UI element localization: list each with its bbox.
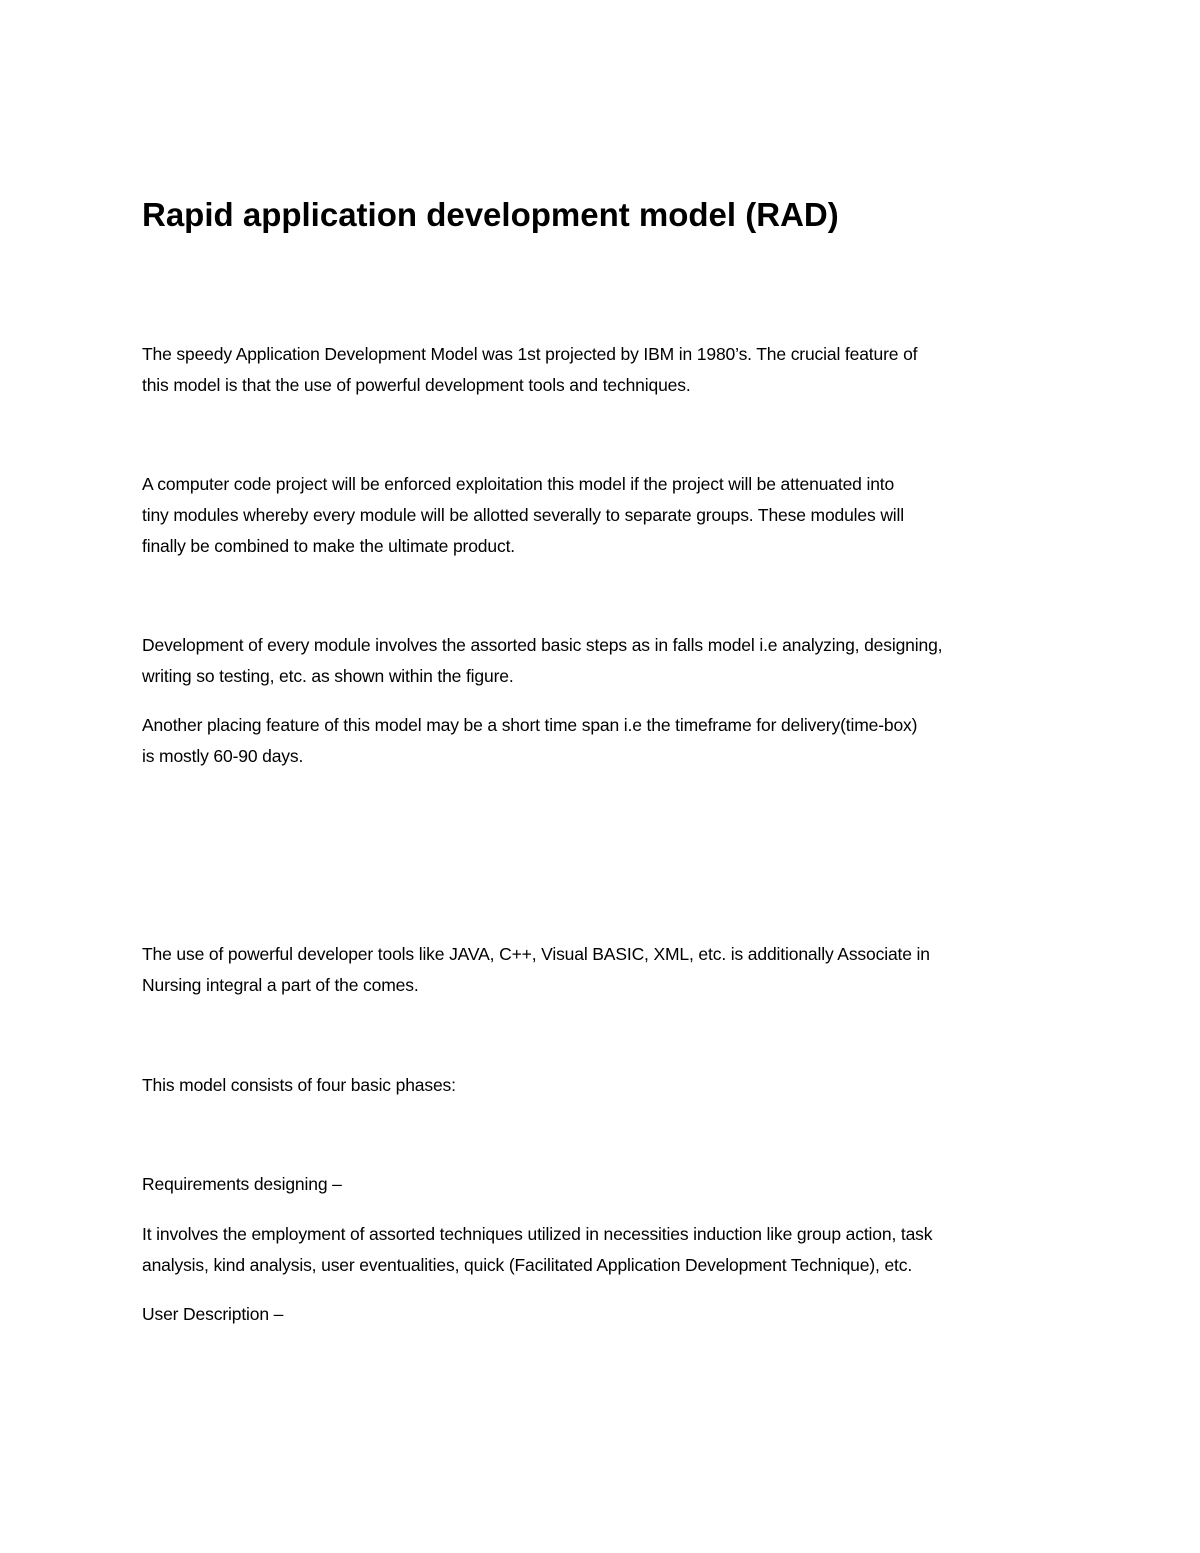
heading-user-description: User Description – — [142, 1304, 284, 1324]
paragraph-techniques: It involves the employment of assorted techniques utilized in necessities induction like group action, task analysis, kind analysis, user eventualities, quick (Facilitated Application Development Technique), etc. — [142, 1224, 933, 1275]
paragraph-ibm-origin: The speedy Application Development Model was 1st projected by IBM in 1980’s. The crucial feature of this model is that the use of powerful development tools and techniques. — [142, 344, 918, 395]
page-title: Rapid application development model (RAD) — [142, 196, 839, 233]
paragraph-module-steps: Development of every module involves the assorted basic steps as in falls model i.e analyzing, designing, writing so testing, etc. as shown within the figure. — [142, 635, 943, 686]
paragraph-developer-tools: The use of powerful developer tools like JAVA, C++, Visual BASIC, XML, etc. is additionally Associate in Nursing integral a part of the comes. — [142, 944, 930, 995]
paragraph-four-phases: This model consists of four basic phases: — [142, 1075, 456, 1095]
paragraph-timebox: Another placing feature of this model may be a short time span i.e the timeframe for delivery(time-box) is mostly 60-90 days. — [142, 715, 918, 766]
heading-requirements-designing: Requirements designing – — [142, 1174, 342, 1194]
paragraph-modules: A computer code project will be enforced exploitation this model if the project will be attenuated into tiny modules whereby every module will be allotted severally to separate groups. These modules will finally be combined to make the ultimate product. — [142, 474, 905, 556]
